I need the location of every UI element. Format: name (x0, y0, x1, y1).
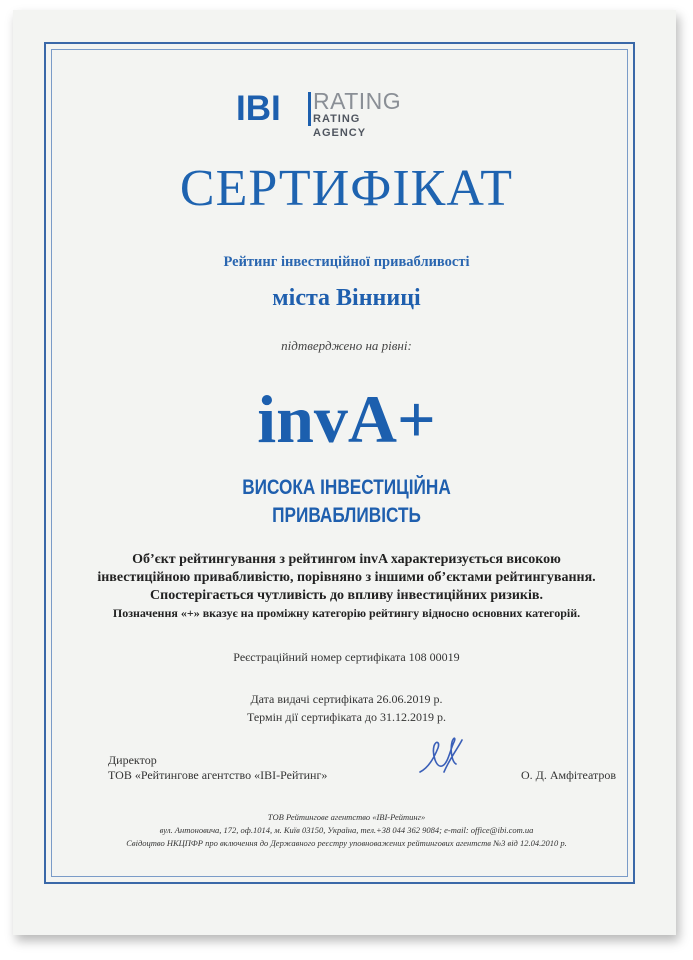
director-block (108, 753, 327, 783)
logo-agency-text: RATING AGENCY (313, 113, 367, 139)
signature-icon (410, 728, 470, 788)
footer-registry: Свідоцтво НКЦПФР про включення до Державного реєстру уповноважених рейтингових агентств №3 від 12.04.2010 р. (126, 838, 567, 848)
registration-number: Реєстраційний номер сертифіката 108 00019 (233, 650, 460, 664)
rating-level-line2: ПРИВАБЛИВІСТЬ (272, 504, 421, 527)
city-name: міста Вінниці (272, 285, 421, 311)
rating-description (60, 551, 633, 605)
certificate-footer (60, 811, 633, 850)
logo-divider (308, 92, 311, 126)
description-line: інвестиційною привабливістю, порівняно з іншими об’єктами рейтингування. (97, 570, 596, 585)
certificate-title: СЕРТИФІКАТ (179, 160, 514, 217)
logo-rating-text: RATING (313, 88, 402, 114)
rating-value: invA+ (257, 381, 436, 457)
certificate-subtitle: Рейтинг інвестиційної привабливості (223, 254, 470, 270)
confirmed-label: підтверджено на рівні: (281, 338, 412, 353)
company-name: ТОВ «Рейтингове агентство «IBI-Рейтинг» (108, 768, 328, 782)
footer-address: вул. Антоновича, 172, оф.1014, м. Київ 03150, Україна, тел.+38 044 362 9084; e-mail: office@ibi.com.ua (159, 825, 534, 835)
footer-company: ТОВ Рейтингове агентство «IBI-Рейтинг» (267, 812, 426, 822)
description-line: Об’єкт рейтингування з рейтингом invA характеризується високою (132, 552, 561, 567)
valid-until: Термін дії сертифіката до 31.12.2019 р. (246, 710, 447, 724)
certificate-dates (0, 690, 693, 726)
signer-name: О. Д. Амфітеатров (521, 768, 617, 782)
plus-note: Позначення «+» вказує на проміжну категорію рейтингу відносно основних категорій. (112, 606, 581, 620)
issue-date: Дата видачі сертифіката 26.06.2019 р. (250, 692, 443, 706)
description-line: Спостерігається чутливість до впливу інвестиційних ризиків. (150, 588, 543, 603)
rating-level (62, 474, 630, 530)
director-title: Директор (108, 753, 157, 767)
logo-ibi-text: IBI (236, 89, 281, 128)
rating-level-line1: ВИСОКА ІНВЕСТИЦІЙНА (242, 476, 451, 499)
